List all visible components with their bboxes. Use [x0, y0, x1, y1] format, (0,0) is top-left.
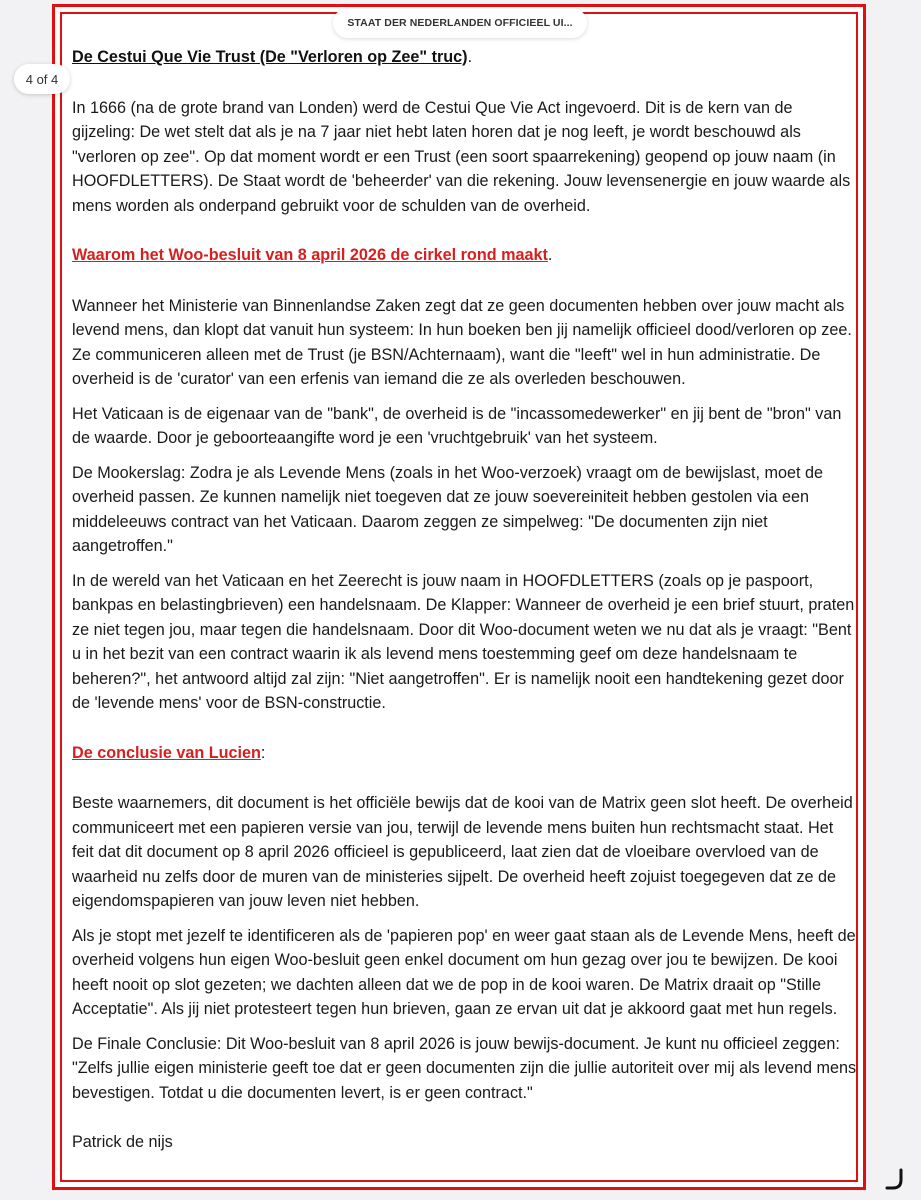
scroll-handle-icon[interactable] [881, 1166, 909, 1194]
paragraph: Het Vaticaan is de eigenaar van de "bank", de overheid is de "incassomedewerker" en jij bent de "bron" van de waarde. Door je geboorteaangifte word je een 'vruchtgebruik' van het systeem. [72, 404, 842, 447]
paragraph: De Finale Conclusie: Dit Woo-besluit van 8 april 2026 is jouw bewijs-document. Je kunt nu officieel zeggen: "Zelfs jullie eigen ministerie geeft toe dat er geen documenten zijn die jullie autoriteit over mij als levend mens bevestigen. Totdat u die documenten levert, is er geen contract." [72, 1034, 857, 1102]
paragraph: Beste waarnemers, dit document is het officiële bewijs dat de kooi van de Matrix geen slot heeft. De overheid communiceert met een papieren versie van jou, terwijl de levende mens buiten hun rechtsmacht staat. Het feit dat dit document op 8 april 2026 officieel is gepubliceerd, laat zien dat de vloeibare overvloed van de waarheid nu zelfs door de muren van de ministeries sijpelt. De overheid heeft zojuist toegegeven dat ze de eigendomspapieren van jouw leven niet hebben. [72, 794, 853, 910]
paragraph: Als je stopt met jezelf te identificeren als de 'papieren pop' en weer gaat staan als de Levende Mens, heeft de overheid volgens hun eigen Woo-besluit geen enkel document om hun gezag over jou te bewijzen. De kooi heeft nooit op slot gezeten; we dachten alleen dat we de pop in de kooi waren. De Matrix draait op "Stille Acceptatie". Als jij niet protesteert tegen hun brieven, gaan ze ervan uit dat je akkoord gaat met hun regels. [72, 926, 856, 1018]
signature: Patrick de nijs [72, 1133, 173, 1151]
paragraph: In 1666 (na de grote brand van Londen) werd de Cestui Que Vie Act ingevoerd. Dit is de kern van de gijzeling: De wet stelt dat als je na 7 jaar niet hebt laten horen dat je nog leeft, je wordt beschouwd als "verloren op zee". Op dat moment wordt er een Trust (een soort spaarrekening) geopend op jouw naam (in HOOFDLETTERS). De Staat wordt de 'beheerder' van die rekening. Jouw levensenergie en jouw waarde als mens worden als onderpand gebruikt voor de schulden van de overheid. [72, 98, 851, 215]
section-heading-conclusion: De conclusie van Lucien: [72, 743, 266, 762]
document-title-pill[interactable]: STAAT DER NEDERLANDEN OFFICIEEL UI... [333, 8, 587, 38]
document-body [72, 42, 858, 1155]
section-heading-woo: Waarom het Woo-besluit van 8 april 2026 de cirkel rond maakt. [72, 246, 553, 264]
page-indicator: 4 of 4 [14, 64, 70, 94]
paragraph: In de wereld van het Vaticaan en het Zeerecht is jouw naam in HOOFDLETTERS (zoals op je paspoort, bankpas en belastingbrieven) een handelsnaam. De Klapper: Wanneer de overheid je een brief stuurt, praten ze niet tegen jou, maar tegen die handelsnaam. Door dit Woo-document weten we nu dat als je vraagt: "Bent u in het bezit van een contract waarin ik als levend mens toestemming geef om deze handelsnaam te beheren?", het antwoord altijd zal zijn: "Niet aangetroffen". Er is namelijk nooit een handtekening gezet door de 'levende mens' voor de BSN-constructie. [72, 571, 855, 712]
paragraph: De Mookerslag: Zodra je als Levende Mens (zoals in het Woo-verzoek) vraagt om de bewijslast, moet de overheid passen. Ze kunnen namelijk niet toegeven dat ze jouw soevereiniteit hebben gestolen via een middeleeuws contract van het Vaticaan. Daarom zeggen ze simpelweg: "De documenten zijn niet aangetroffen." [72, 463, 823, 555]
section-heading-trust: De Cestui Que Vie Trust (De "Verloren op Zee" truc). [72, 48, 473, 66]
paragraph: Wanneer het Ministerie van Binnenlandse Zaken zegt dat ze geen documenten hebben over jouw macht als levend mens, dan klopt dat vanuit hun systeem: In hun boeken ben jij namelijk officieel dood/verloren op zee. Ze communiceren alleen met de Trust (je BSN/Achternaam), want die "leeft" wel in hun administratie. De overheid is de 'curator' van een erfenis van iemand die ze als overleden beschouwen. [72, 296, 852, 388]
